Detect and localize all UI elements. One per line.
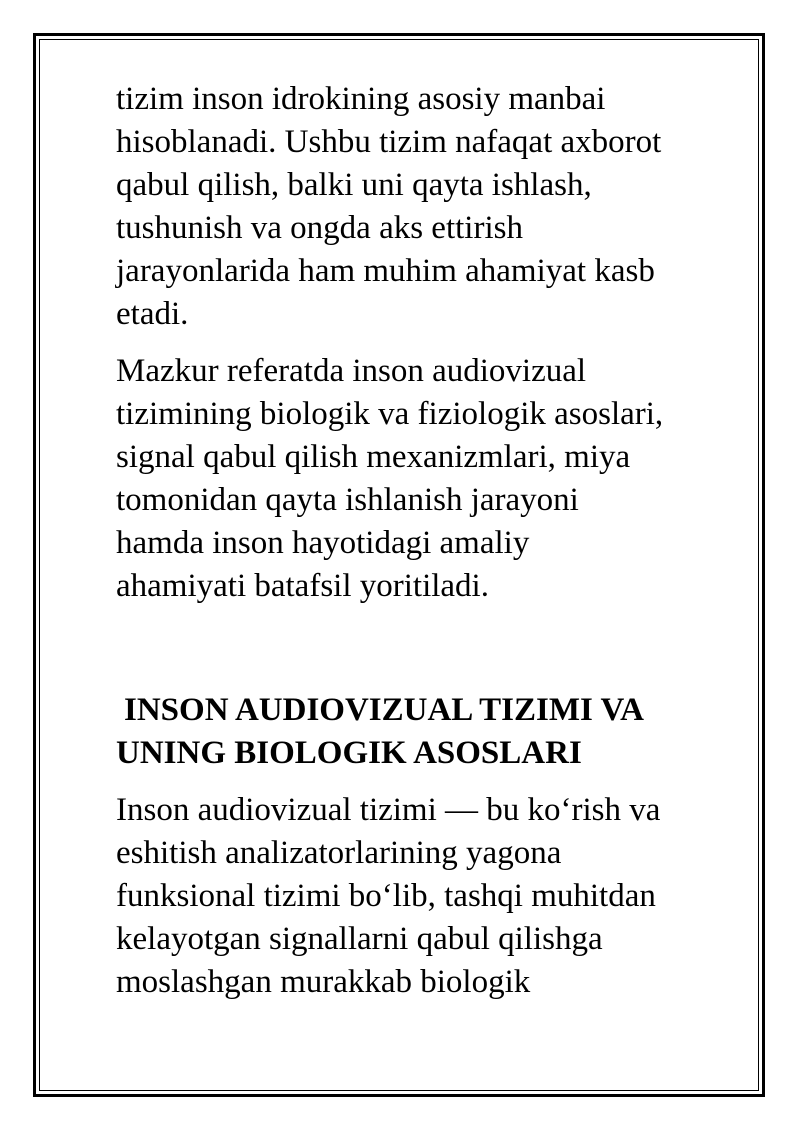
heading-line: INSON AUDIOVIZUAL TIZIMI VA xyxy=(124,692,644,728)
heading-line: UNING BIOLOGIK ASOSLARI xyxy=(116,735,582,771)
section-heading xyxy=(116,689,746,775)
text-line: hamda inson hayotidagi amaliy xyxy=(116,525,530,561)
page-content xyxy=(116,78,746,1004)
abstract-paragraph xyxy=(116,350,746,608)
text-line: Inson audiovizual tizimi — bu koʻrish va xyxy=(116,792,661,828)
text-line: tomonidan qayta ishlanish jarayoni xyxy=(116,482,579,518)
text-line: tizimining biologik va fiziologik asoslari, xyxy=(116,396,664,432)
text-line: funksional tizimi boʻlib, tashqi muhitdan xyxy=(116,878,656,914)
text-line: signal qabul qilish mexanizmlari, miya xyxy=(116,439,631,475)
text-line: ahamiyati batafsil yoritiladi. xyxy=(116,568,489,604)
intro-paragraph-continued xyxy=(116,78,746,336)
text-line: jarayonlarida ham muhim ahamiyat kasb xyxy=(116,253,655,289)
text-line: Mazkur referatda inson audiovizual xyxy=(116,353,587,389)
text-line: qabul qilish, balki uni qayta ishlash, xyxy=(116,167,592,203)
text-line: eshitish analizatorlarining yagona xyxy=(116,835,562,871)
text-line: tushunish va ongda aks ettirish xyxy=(116,210,523,246)
text-line: hisoblanadi. Ushbu tizim nafaqat axborot xyxy=(116,124,662,160)
text-line: tizim inson idrokining asosiy manbai xyxy=(116,81,606,117)
text-line: etadi. xyxy=(116,296,189,332)
text-line: kelayotgan signallarni qabul qilishga xyxy=(116,921,603,957)
section-paragraph xyxy=(116,789,746,1004)
text-line: moslashgan murakkab biologik xyxy=(116,964,531,1000)
